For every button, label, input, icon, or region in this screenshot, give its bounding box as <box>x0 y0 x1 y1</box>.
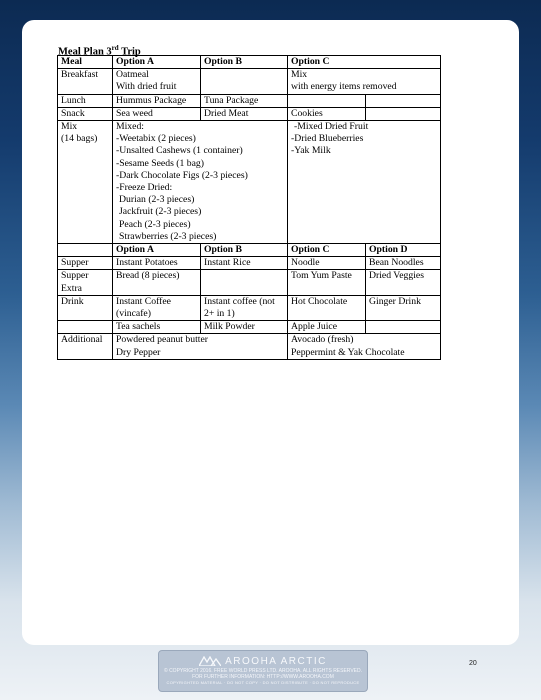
meal-plan-table <box>57 55 441 360</box>
cell <box>58 244 113 257</box>
meal-cell: Lunch <box>58 94 113 107</box>
cell <box>201 69 288 94</box>
table-row <box>58 257 441 270</box>
cell: Apple Juice <box>288 321 366 334</box>
cell: Instant Coffee (vincafe) <box>113 295 201 320</box>
cell: Oatmeal With dried fruit <box>113 69 201 94</box>
cell: Avocado (fresh) Peppermint & Yak Chocolate <box>288 334 441 359</box>
cell: Milk Powder <box>201 321 288 334</box>
cell: Ginger Drink <box>366 295 441 320</box>
header-cell: Option C <box>288 244 366 257</box>
cell <box>366 321 441 334</box>
cell: Hot Chocolate <box>288 295 366 320</box>
cell: Bread (8 pieces) <box>113 270 201 295</box>
cell: Powdered peanut butter Dry Pepper <box>113 334 288 359</box>
cell: Dried Meat <box>201 107 288 120</box>
mountain-logo-icon <box>199 656 221 666</box>
cell: Instant coffee (not 2+ in 1) <box>201 295 288 320</box>
table-row <box>58 121 441 244</box>
brand-name: AROOHA ARCTIC <box>225 655 327 667</box>
cell: Dried Veggies <box>366 270 441 295</box>
meal-cell: Supper Extra <box>58 270 113 295</box>
cell: Instant Potatoes <box>113 257 201 270</box>
header-cell: Option B <box>201 56 288 69</box>
table-row <box>58 94 441 107</box>
header-cell: Option C <box>288 56 441 69</box>
cell: Sea weed <box>113 107 201 120</box>
table-row <box>58 295 441 320</box>
page-number: 20 <box>469 660 477 667</box>
meal-cell: Additional <box>58 334 113 359</box>
header-cell: Option D <box>366 244 441 257</box>
cell <box>366 94 441 107</box>
info-link-text: FOR FURTHER INFORMATION: HTTP://WWW.AROOHA.COM <box>192 674 334 680</box>
cell <box>201 270 288 295</box>
cell: Bean Noodles <box>366 257 441 270</box>
header-cell: Option B <box>201 244 288 257</box>
cell: Noodle <box>288 257 366 270</box>
table-subheader-row <box>58 244 441 257</box>
cell <box>288 94 366 107</box>
cell: Mixed: -Weetabix (2 pieces) -Unsalted Cashews (1 container) -Sesame Seeds (1 bag) -Dark Chocolate Figs (2-3 pieces) -Freeze Dried: Durian (2-3 pieces) Jackfruit (2-3 pieces) Peach (2-3 pieces) Strawberries (2-3 pieces) <box>113 121 288 244</box>
meal-cell: Mix (14 bags) <box>58 121 113 244</box>
meal-cell: Drink <box>58 295 113 320</box>
brand-logo <box>159 654 367 668</box>
meal-cell: Breakfast <box>58 69 113 94</box>
copyright-text: © COPYRIGHT 2016. FREE WORLD PRESS LTD. AROOHA. ALL RIGHTS RESERVED. <box>164 668 362 674</box>
cell: Tom Yum Paste <box>288 270 366 295</box>
meal-cell <box>58 321 113 334</box>
meal-cell: Supper <box>58 257 113 270</box>
meal-cell: Snack <box>58 107 113 120</box>
header-cell: Meal <box>58 56 113 69</box>
cell: Tea sachels <box>113 321 201 334</box>
cell: Instant Rice <box>201 257 288 270</box>
cell: Hummus Package <box>113 94 201 107</box>
cell: Mix with energy items removed <box>288 69 441 94</box>
cell: Tuna Package <box>201 94 288 107</box>
cell: -Mixed Dried Fruit -Dried Blueberries -Yak Milk <box>288 121 441 244</box>
page-title: Meal Plan 3rd Trip <box>58 44 141 58</box>
header-cell: Option A <box>113 244 201 257</box>
header-cell: Option A <box>113 56 201 69</box>
copyright-footer <box>158 650 368 692</box>
table-header-row <box>58 56 441 69</box>
cell <box>366 107 441 120</box>
cell: Cookies <box>288 107 366 120</box>
copy-notice: COPYRIGHTED MATERIAL · DO NOT COPY · DO NOT DISTRIBUTE · DO NOT REPRODUCE <box>166 680 360 685</box>
table-row <box>58 270 441 295</box>
table-row <box>58 69 441 94</box>
table-row <box>58 321 441 334</box>
table-row <box>58 107 441 120</box>
table-row <box>58 334 441 359</box>
